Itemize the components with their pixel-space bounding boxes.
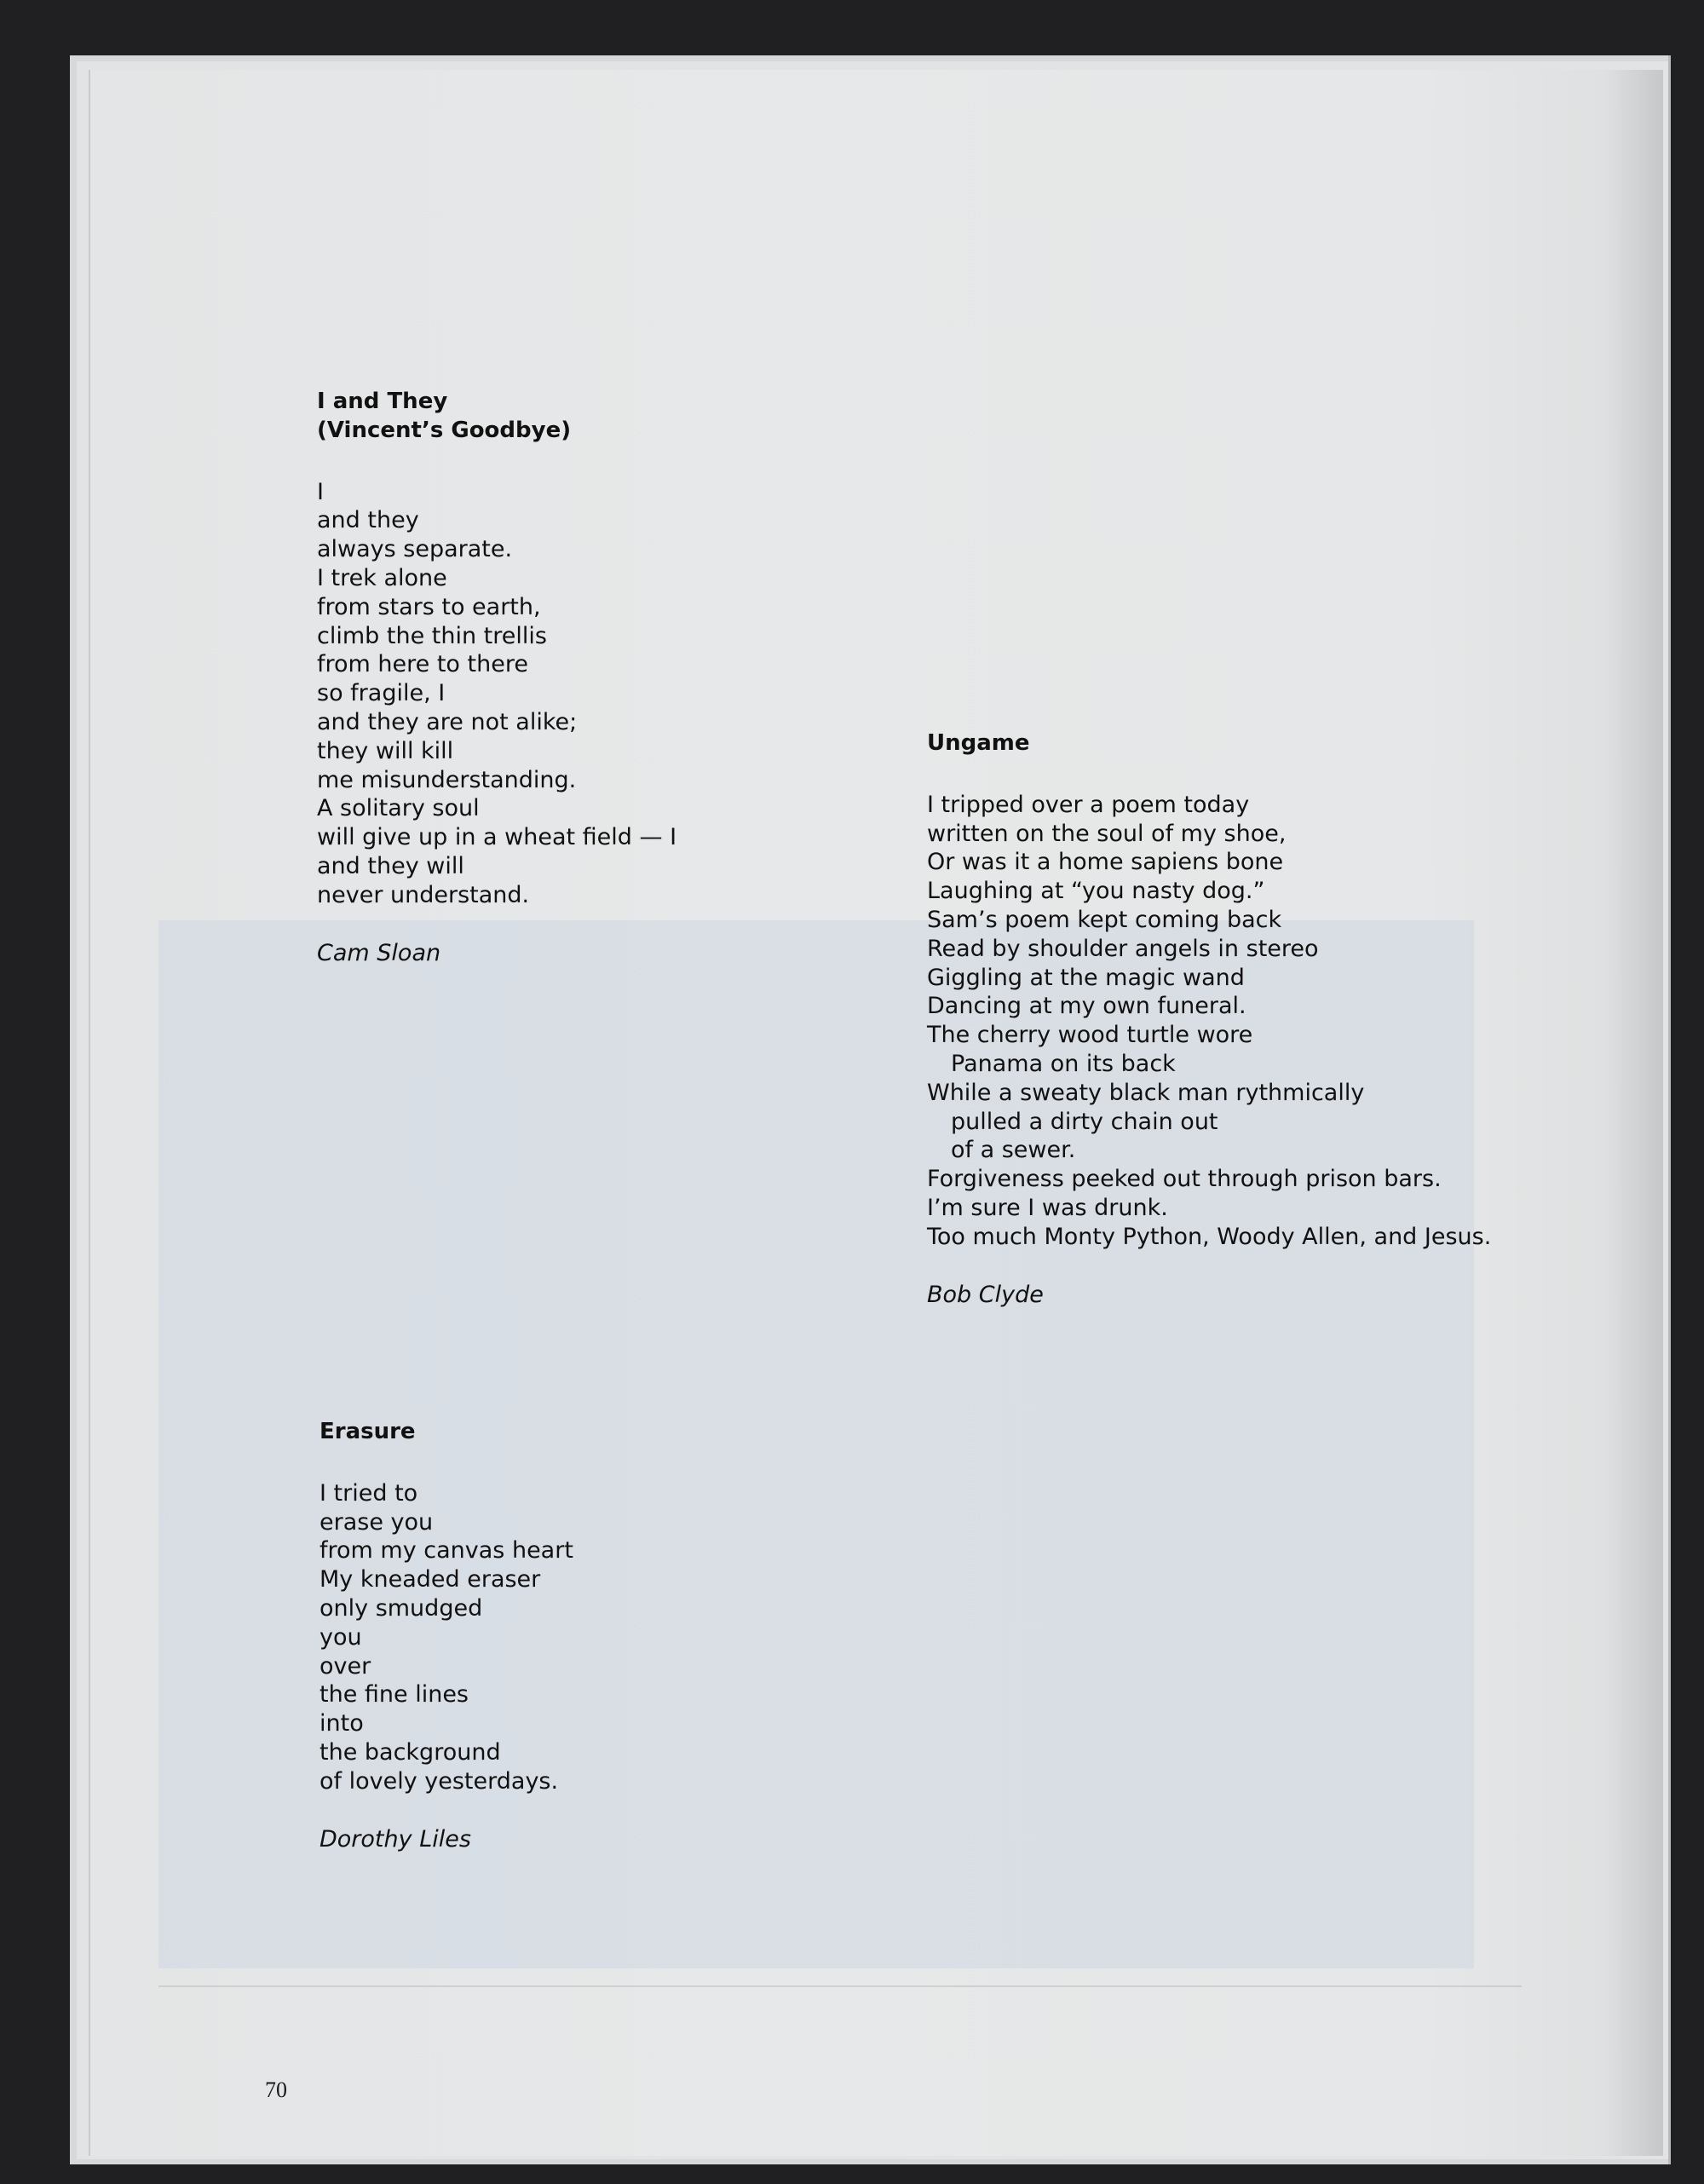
poem-line: from my canvas heart [320,1537,573,1565]
poem-line: I trek alone [317,564,447,591]
poem-author: Bob Clyde [927,1281,1044,1308]
poem-title-line: I and They [317,389,448,414]
poem-i-and-they [317,388,676,967]
poem-title-line: Ungame [927,730,1030,756]
poem-line: climb the thin trellis [317,622,547,649]
poem-author: Cam Sloan [317,939,441,966]
poem-erasure [320,1418,573,1853]
poem-line: I [317,478,324,505]
poem-line: from stars to earth, [317,593,541,620]
poem-line: Read by shoulder angels in stereo [927,935,1319,962]
poem-line: pulled a dirty chain out [951,1108,1218,1135]
poem-line: only smudged [320,1594,483,1622]
poem-line: Laughing at “you nasty dog.” [927,878,1265,905]
poem-line: into [320,1710,364,1737]
spine-shadow [1603,70,1663,2156]
poem-line: A solitary soul [317,795,480,822]
poem-line: the fine lines [320,1681,469,1709]
poem-line: Panama on its back [951,1050,1176,1077]
poem-line: My kneaded eraser [320,1566,541,1593]
poem-line: Or was it a home sapiens bone [927,849,1284,876]
poem-line: and they [317,507,419,534]
poem-line: written on the soul of my shoe, [927,820,1287,847]
poem-title-line: Erasure [320,1419,416,1444]
poem-line: I tripped over a poem today [927,791,1250,818]
poem-line: The cherry wood turtle wore [927,1022,1253,1049]
poem-line: of lovely yesterdays. [320,1767,559,1795]
poem-ungame [927,729,1491,1309]
poem-line: Dancing at my own funeral. [927,993,1246,1020]
poem-line: will give up in a wheat field — I [317,824,677,851]
poem-line: I tried to [320,1479,418,1507]
poem-line: of a sewer. [951,1137,1076,1164]
divider-line [158,1985,1522,1987]
poem-line: Too much Monty Python, Woody Allen, and Jesus. [927,1223,1492,1250]
poem-title [317,388,676,446]
poem-body [320,1479,573,1796]
poem-title [320,1418,573,1447]
poem-title [927,729,1491,758]
poem-line: you [320,1623,362,1651]
poem-body [317,478,676,910]
poem-line: I’m sure I was drunk. [927,1194,1168,1221]
poem-line: the background [320,1738,501,1766]
poem-line: and they will [317,852,464,879]
poem-line: from here to there [317,651,528,678]
poem-line: they will kill [317,737,454,764]
poem-line: never understand. [317,881,530,908]
page-number: 70 [265,2077,287,2102]
poem-line: and they are not alike; [317,708,578,735]
poem-line: Forgiveness peeked out through prison bars. [927,1166,1442,1193]
poem-author: Dorothy Liles [320,1825,471,1853]
poem-line: While a sweaty black man rythmically [927,1079,1365,1106]
poem-body [927,791,1491,1252]
poem-title-line: (Vincent’s Goodbye) [317,417,572,443]
poem-line: so fragile, I [317,680,446,707]
poem-line: Giggling at the magic wand [927,964,1245,991]
poem-line: always separate. [317,536,513,563]
poem-line: over [320,1652,371,1680]
poem-line: me misunderstanding. [317,766,577,793]
poem-line: Sam’s poem kept coming back [927,906,1282,933]
poem-line: erase you [320,1508,434,1536]
